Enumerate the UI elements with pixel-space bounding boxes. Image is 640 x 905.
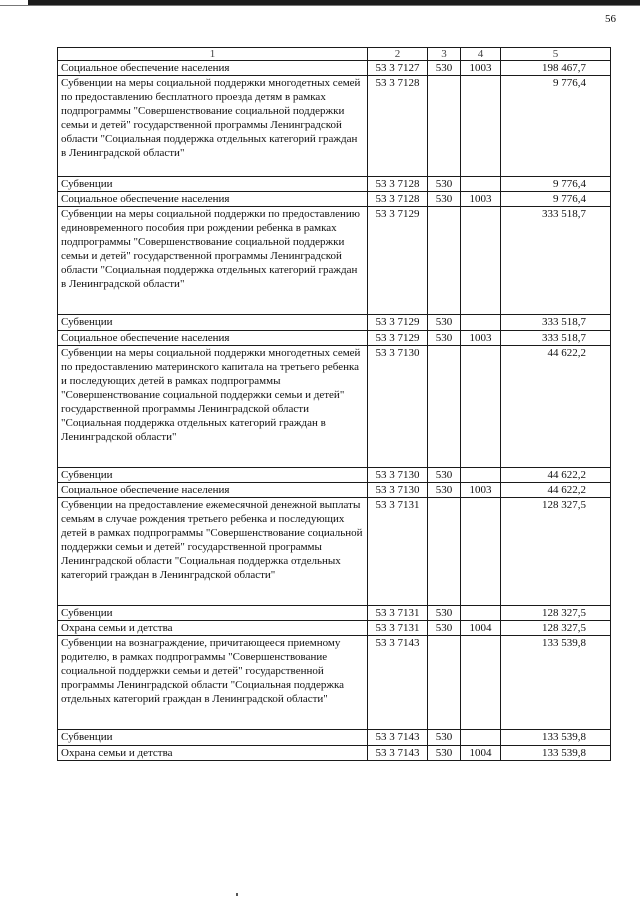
row-sum-cell: 128 327,5 (501, 606, 611, 621)
row-name-cell: Социальное обеспечение населения (58, 331, 368, 346)
row-section-cell: 1004 (461, 621, 501, 636)
row-code-cell: 53 3 7131 (368, 498, 428, 606)
table-row (58, 346, 611, 468)
row-name-cell: Субвенции (58, 730, 368, 746)
table-row (58, 483, 611, 498)
table-row (58, 730, 611, 746)
row-section-cell: 1004 (461, 746, 501, 761)
row-vr-cell (428, 636, 461, 730)
scan-speck (236, 893, 238, 896)
row-sum-cell: 133 539,8 (501, 636, 611, 730)
row-section-cell (461, 498, 501, 606)
row-sum-cell: 9 776,4 (501, 192, 611, 207)
row-vr-cell: 530 (428, 331, 461, 346)
table-row (58, 621, 611, 636)
row-vr-cell: 530 (428, 746, 461, 761)
header-col-1: 1 (58, 48, 368, 61)
row-sum-cell: 44 622,2 (501, 483, 611, 498)
row-code-cell: 53 3 7129 (368, 315, 428, 331)
row-sum-cell: 44 622,2 (501, 468, 611, 483)
row-name-cell: Субвенции на меры социальной поддержки по предоставлению единовременного пособия при рождении ребенка в рамках подпрограммы "Совершенствование социальной поддержки семьи и детей" государственной программы Ленинградской области "Социальная поддержка отдельных категорий граждан в Ленинградской области" (58, 207, 368, 315)
row-name-cell: Субвенции (58, 177, 368, 192)
header-col-2: 2 (368, 48, 428, 61)
row-name-cell: Охрана семьи и детства (58, 621, 368, 636)
row-code-cell: 53 3 7143 (368, 730, 428, 746)
table-row (58, 746, 611, 761)
table-row (58, 315, 611, 331)
row-name-cell: Социальное обеспечение населения (58, 192, 368, 207)
row-section-cell (461, 606, 501, 621)
row-code-cell: 53 3 7130 (368, 483, 428, 498)
row-name-cell: Охрана семьи и детства (58, 746, 368, 761)
row-vr-cell: 530 (428, 483, 461, 498)
row-name-cell: Субвенции на вознаграждение, причитающееся приемному родителю, в рамках подпрограммы "Совершенствование социальной поддержки семьи и детей" государственной программы Ленинградской области "Социальная поддержка отдельных категорий граждан в Ленинградской области" (58, 636, 368, 730)
table-row (58, 468, 611, 483)
row-code-cell: 53 3 7129 (368, 331, 428, 346)
row-name-cell: Субвенции (58, 468, 368, 483)
row-code-cell: 53 3 7127 (368, 61, 428, 76)
row-name-cell: Субвенции на меры социальной поддержки многодетных семей по предоставлению материнского капитала на третьего ребенка и последующих детей в рамках подпрограммы "Совершенствование социальной поддержки семьи и детей" государственной программы Ленинградской области "Социальная поддержка отдельных категорий граждан в Ленинградской области" (58, 346, 368, 468)
table-row (58, 192, 611, 207)
row-code-cell: 53 3 7128 (368, 76, 428, 177)
row-section-cell: 1003 (461, 331, 501, 346)
row-section-cell (461, 346, 501, 468)
table-row (58, 207, 611, 315)
row-vr-cell: 530 (428, 315, 461, 331)
header-col-3: 3 (428, 48, 461, 61)
row-sum-cell: 333 518,7 (501, 331, 611, 346)
row-sum-cell: 133 539,8 (501, 730, 611, 746)
row-section-cell (461, 177, 501, 192)
table-header-row (58, 48, 611, 61)
table-row (58, 498, 611, 606)
row-vr-cell: 530 (428, 606, 461, 621)
row-code-cell: 53 3 7130 (368, 468, 428, 483)
row-section-cell (461, 76, 501, 177)
header-col-4: 4 (461, 48, 501, 61)
page-number: 56 (605, 13, 616, 25)
row-code-cell: 53 3 7143 (368, 636, 428, 730)
row-sum-cell: 133 539,8 (501, 746, 611, 761)
row-sum-cell: 333 518,7 (501, 315, 611, 331)
row-sum-cell: 128 327,5 (501, 498, 611, 606)
row-section-cell: 1003 (461, 483, 501, 498)
row-sum-cell: 44 622,2 (501, 346, 611, 468)
row-section-cell (461, 730, 501, 746)
row-section-cell: 1003 (461, 192, 501, 207)
row-section-cell (461, 468, 501, 483)
row-code-cell: 53 3 7131 (368, 621, 428, 636)
row-vr-cell: 530 (428, 192, 461, 207)
scan-top-edge-line (0, 5, 640, 6)
budget-table (57, 47, 611, 761)
table-row (58, 636, 611, 730)
row-section-cell: 1003 (461, 61, 501, 76)
header-col-5: 5 (501, 48, 611, 61)
row-sum-cell: 198 467,7 (501, 61, 611, 76)
table-row (58, 76, 611, 177)
table-row (58, 61, 611, 76)
row-name-cell: Субвенции (58, 606, 368, 621)
row-vr-cell: 530 (428, 61, 461, 76)
row-code-cell: 53 3 7130 (368, 346, 428, 468)
row-vr-cell: 530 (428, 730, 461, 746)
row-name-cell: Социальное обеспечение населения (58, 483, 368, 498)
row-code-cell: 53 3 7129 (368, 207, 428, 315)
row-vr-cell (428, 498, 461, 606)
row-section-cell (461, 636, 501, 730)
row-sum-cell: 9 776,4 (501, 177, 611, 192)
table-row (58, 606, 611, 621)
row-vr-cell: 530 (428, 468, 461, 483)
row-name-cell: Субвенции на предоставление ежемесячной денежной выплаты семьям в случае рождения третьего ребенка и последующих детей в рамках подпрограммы "Совершенствование социальной поддержки семьи и детей" государственной программы Ленинградской области "Социальная поддержка отдельных категорий граждан в Ленинградской области" (58, 498, 368, 606)
row-vr-cell (428, 207, 461, 315)
row-name-cell: Субвенции (58, 315, 368, 331)
row-code-cell: 53 3 7143 (368, 746, 428, 761)
row-vr-cell (428, 346, 461, 468)
row-code-cell: 53 3 7128 (368, 177, 428, 192)
row-sum-cell: 333 518,7 (501, 207, 611, 315)
row-code-cell: 53 3 7131 (368, 606, 428, 621)
row-vr-cell: 530 (428, 621, 461, 636)
row-sum-cell: 9 776,4 (501, 76, 611, 177)
row-name-cell: Социальное обеспечение населения (58, 61, 368, 76)
row-sum-cell: 128 327,5 (501, 621, 611, 636)
row-vr-cell (428, 76, 461, 177)
row-name-cell: Субвенции на меры социальной поддержки многодетных семей по предоставлению бесплатного проезда детям в рамках подпрограммы "Совершенствование социальной поддержки семьи и детей" государственной программы Ленинградской области "Социальная поддержка отдельных категорий граждан в Ленинградской области" (58, 76, 368, 177)
table-row (58, 331, 611, 346)
row-section-cell (461, 207, 501, 315)
row-section-cell (461, 315, 501, 331)
row-code-cell: 53 3 7128 (368, 192, 428, 207)
row-vr-cell: 530 (428, 177, 461, 192)
table-row (58, 177, 611, 192)
